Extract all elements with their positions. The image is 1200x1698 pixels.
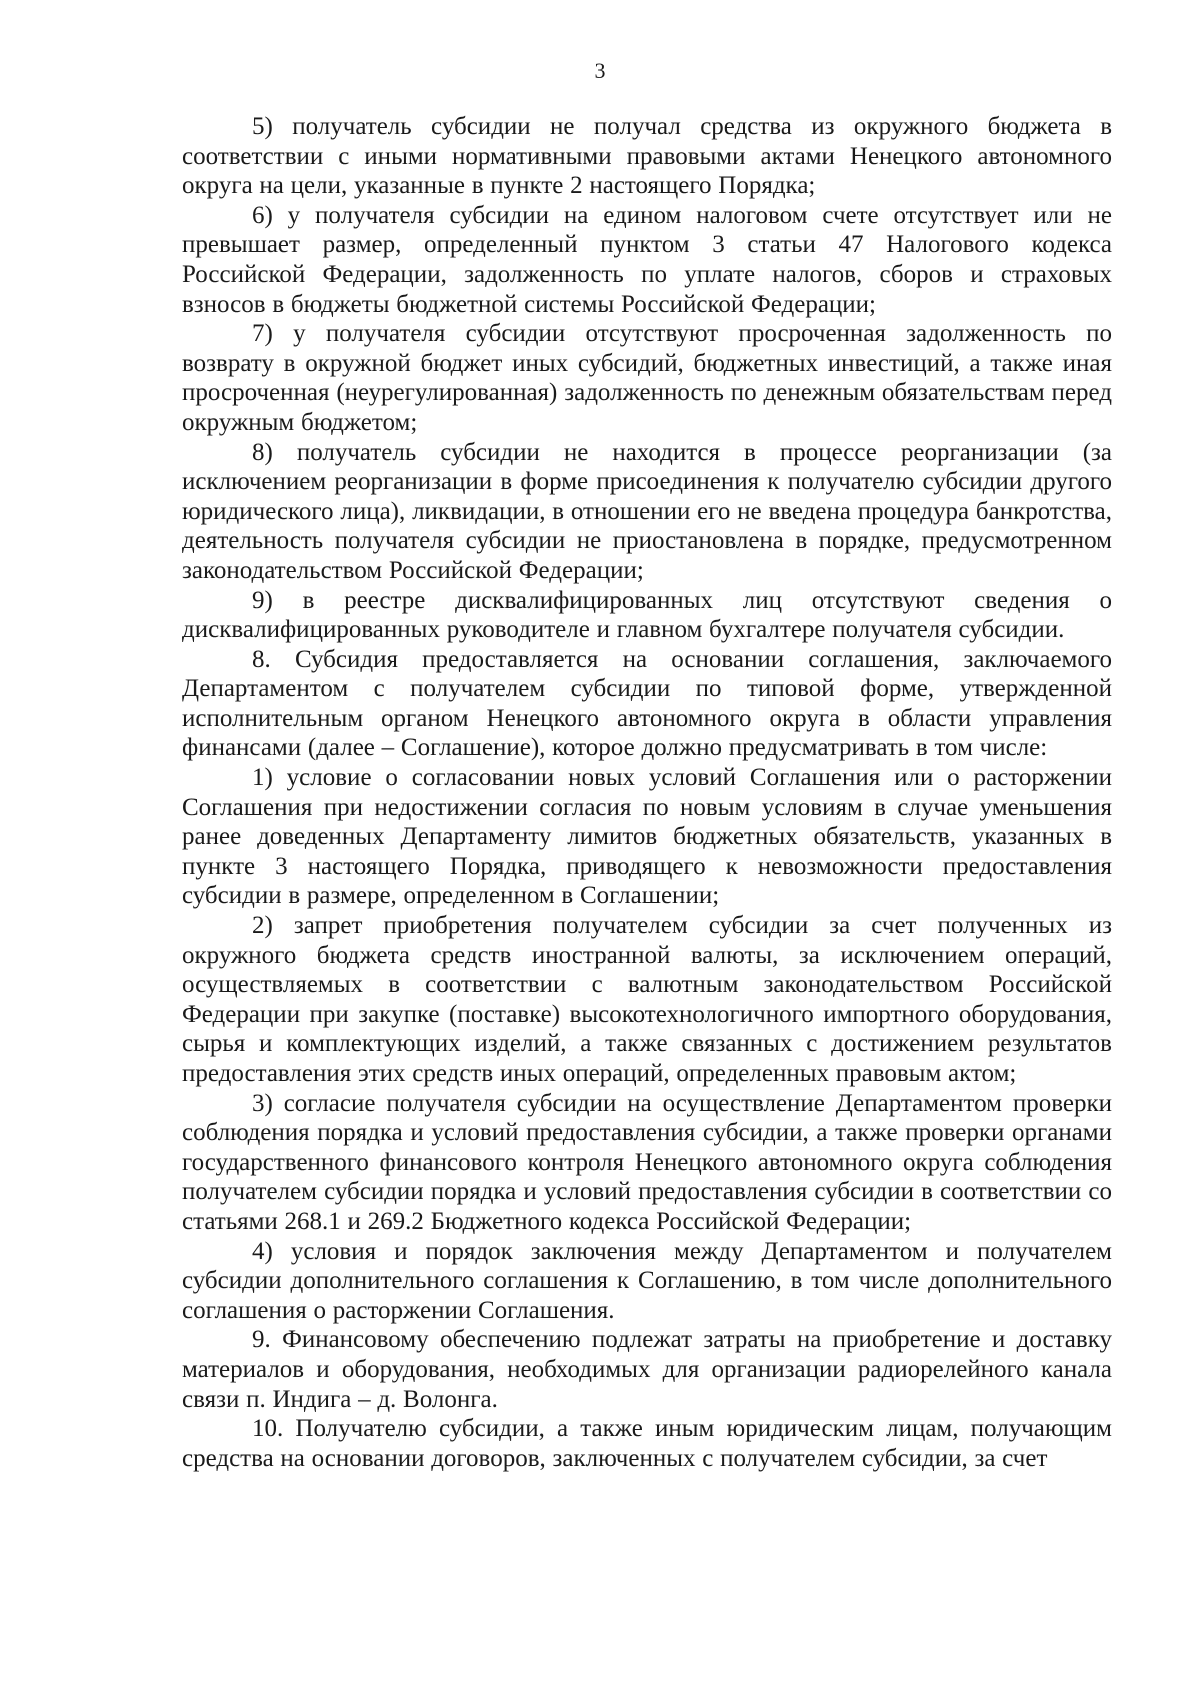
paragraph-clause-10: 10. Получателю субсидии, а также иным юридическим лицам, получающим средства на основании договоров, заключенных с получателем субсидии, за счет bbox=[182, 1415, 1112, 1472]
page-number: 3 bbox=[594, 58, 606, 83]
paragraph-subitem-2: 2) запрет приобретения получателем субсидии за счет полученных из окружного бюджета средств иностранной валюты, за исключением операций, осуществляемых в соответствии с валютным законодательством Российской Федерации при закупке (поставке) высокотехнологичного импортного оборудования, сырья и комплектующих изделий, а также связанных с достижением результатов предоставления этих средств иных операций, определенных правовым актом; bbox=[182, 912, 1112, 1087]
paragraph-item-5: 5) получатель субсидии не получал средства из окружного бюджета в соответствии с иными нормативными правовыми актами Ненецкого автономного округа на цели, указанные в пункте 2 настоящего Порядка; bbox=[182, 113, 1112, 200]
paragraph-subitem-4: 4) условия и порядок заключения между Департаментом и получателем субсидии дополнительного соглашения к Соглашению, в том числе дополнительного соглашения о расторжении Соглашения. bbox=[182, 1237, 1112, 1324]
paragraph-item-7: 7) у получателя субсидии отсутствуют просроченная задолженность по возврату в окружной бюджет иных субсидий, бюджетных инвестиций, а также иная просроченная (неурегулированная) задолженность по денежным обязательствам перед окружным бюджетом; bbox=[182, 320, 1112, 436]
paragraph-subitem-1: 1) условие о согласовании новых условий Соглашения или о расторжении Соглашения при недостижении согласия по новым условиям в случае уменьшения ранее доведенных Департаменту лимитов бюджетных обязательств, указанных в пункте 3 настоящего Порядка, приводящего к невозможности предоставления субсидии в размере, определенном в Соглашении; bbox=[182, 764, 1112, 910]
paragraph-subitem-3: 3) согласие получателя субсидии на осуществление Департаментом проверки соблюдения порядка и условий предоставления субсидии, а также проверки органами государственного финансового контроля Ненецкого автономного округа соблюдения получателем субсидии порядка и условий предоставления субсидии в соответствии со статьями 268.1 и 269.2 Бюджетного кодекса Российской Федерации; bbox=[182, 1089, 1112, 1235]
document-body bbox=[182, 112, 1112, 1473]
paragraph-clause-9: 9. Финансовому обеспечению подлежат затраты на приобретение и доставку материалов и оборудования, необходимых для организации радиорелейного канала связи п. Индига – д. Волонга. bbox=[182, 1326, 1112, 1413]
paragraph-item-9: 9) в реестре дисквалифицированных лиц отсутствуют сведения о дисквалифицированных руководителе и главном бухгалтере получателя субсидии. bbox=[182, 586, 1112, 644]
paragraph-item-6: 6) у получателя субсидии на едином налоговом счете отсутствует или не превышает размер, определенный пунктом 3 статьи 47 Налогового кодекса Российской Федерации, задолженность по уплате налогов, сборов и страховых взносов в бюджеты бюджетной системы Российской Федерации; bbox=[182, 201, 1112, 318]
paragraph-clause-8: 8. Субсидия предоставляется на основании соглашения, заключаемого Департаментом с получателем субсидии по типовой форме, утвержденной исполнительным органом Ненецкого автономного округа в области управления финансами (далее – Соглашение), которое должно предусматривать в том числе: bbox=[182, 645, 1112, 762]
paragraph-item-8: 8) получатель субсидии не находится в процессе реорганизации (за исключением реорганизации в форме присоединения к получателю субсидии другого юридического лица), ликвидации, в отношении его не введена процедура банкротства, деятельность получателя субсидии не приостановлена в порядке, предусмотренном законодательством Российской Федерации; bbox=[182, 438, 1112, 584]
